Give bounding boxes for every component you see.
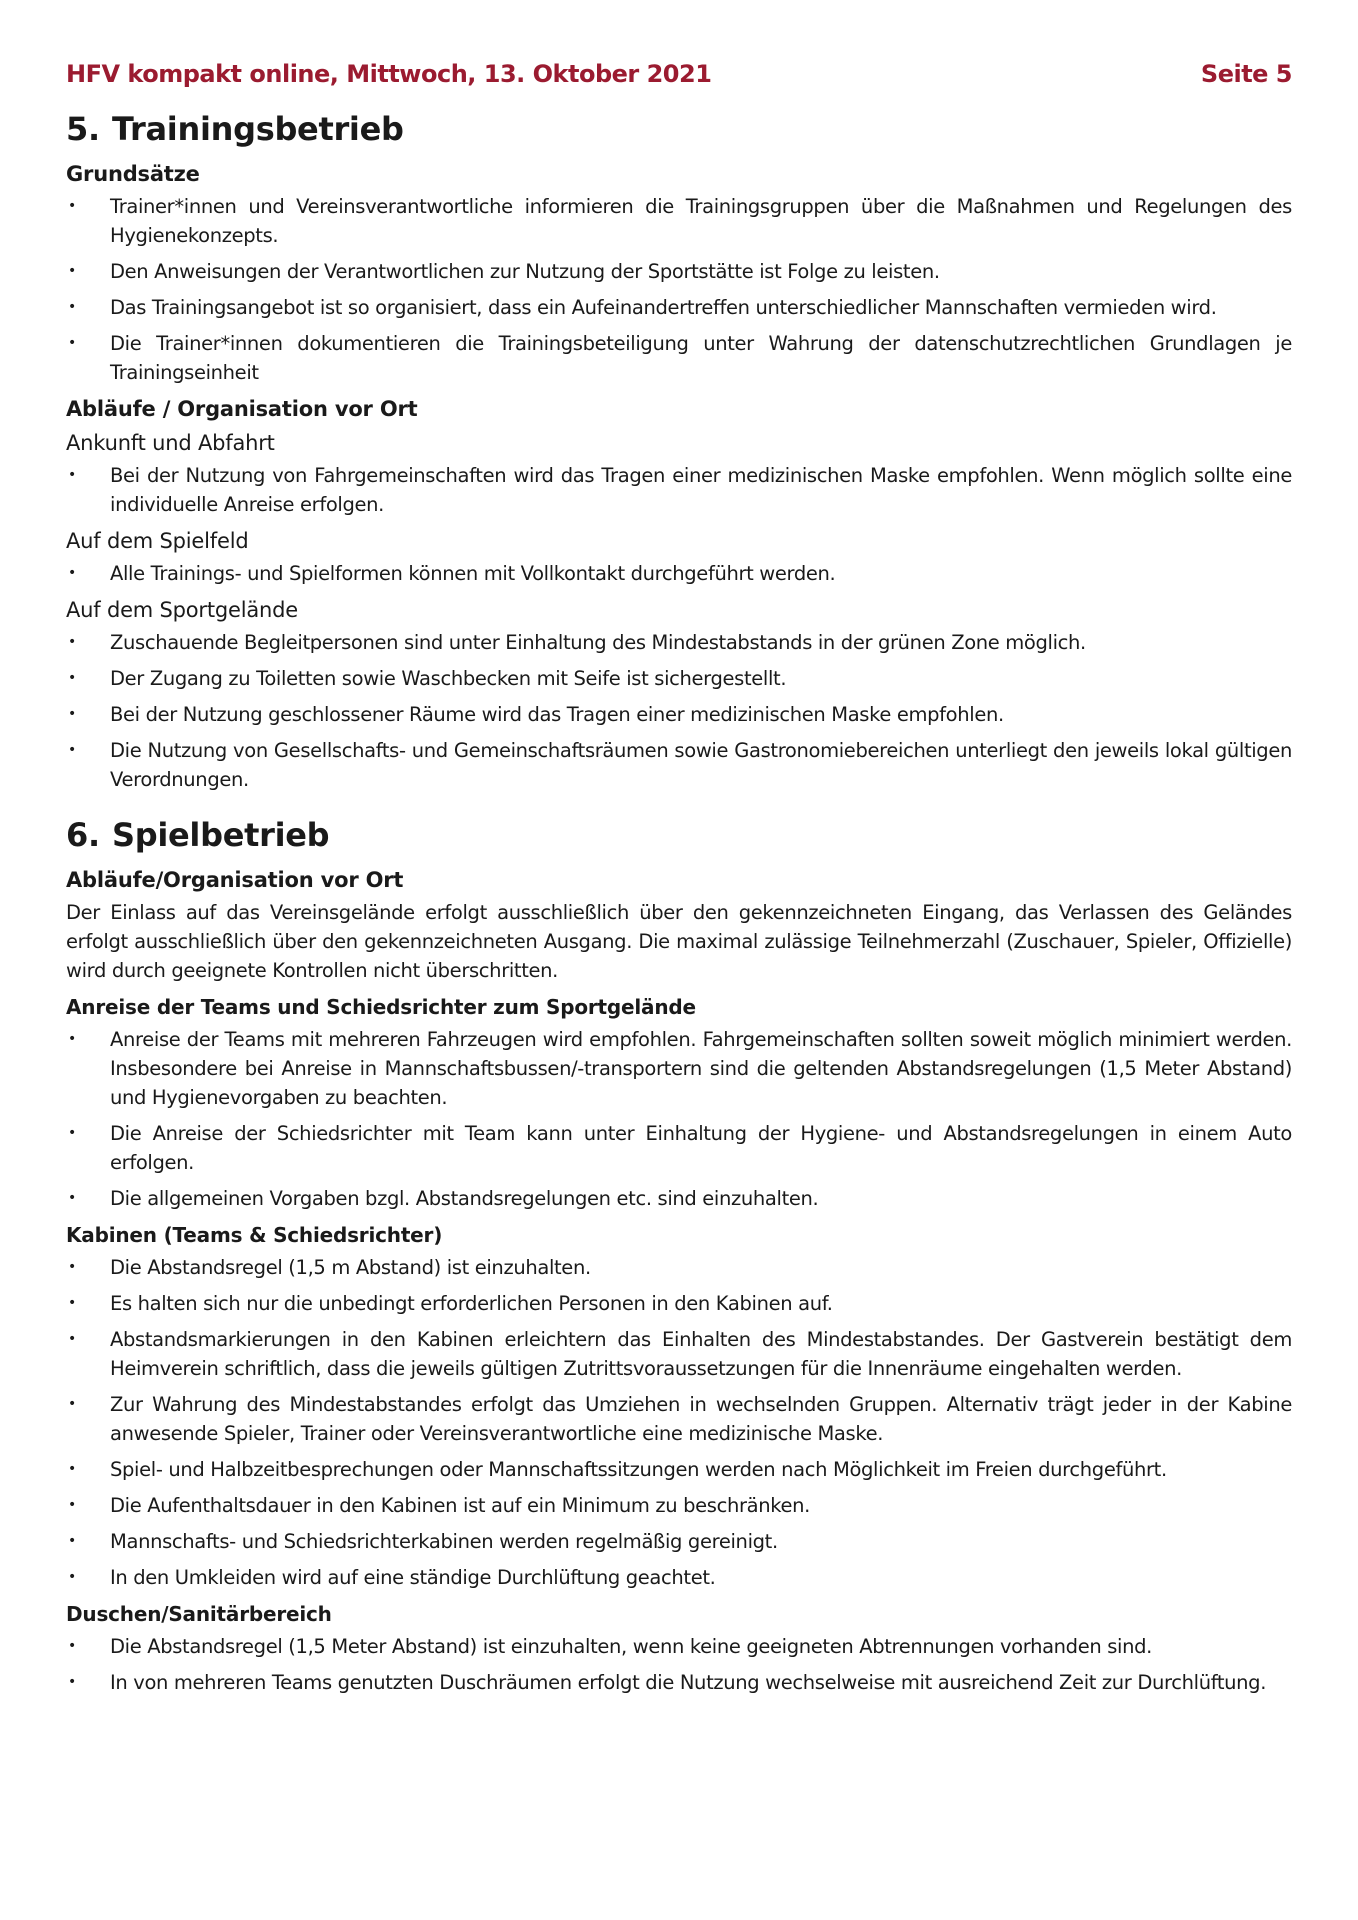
spielbetrieb-ablaeufe-heading: Abläufe/Organisation vor Ort <box>66 868 404 892</box>
list-item: • Die Aufenthaltsdauer in den Kabinen ist auf ein Minimum zu beschränken. <box>66 1491 1292 1520</box>
ankunft-heading: Ankunft und Abfahrt <box>66 431 275 455</box>
duschen-list <box>66 1632 1292 1697</box>
grundsaetze-heading: Grundsätze <box>66 162 200 186</box>
list-item: • Anreise der Teams mit mehreren Fahrzeugen wird empfohlen. Fahrgemeinschaften sollten soweit möglich minimiert werden. Insbesondere bei Anreise in Mannschaftsbussen/-transportern sind die geltenden Abstandsregelungen (1,5 Meter Abstand) und Hygienevorgaben zu beachten. <box>66 1025 1292 1112</box>
list-item: • Abstandsmarkierungen in den Kabinen erleichtern das Einhalten des Mindestabstandes. Der Gastverein bestätigt dem Heimverein schriftlich, dass die jeweils gültigen Zutrittsvoraussetzungen für die Innenräume eingehalten werden. <box>66 1325 1292 1383</box>
list-item: • Es halten sich nur die unbedingt erforderlichen Personen in den Kabinen auf. <box>66 1289 1292 1318</box>
anreise-heading: Anreise der Teams und Schiedsrichter zum Sportgelände <box>66 995 696 1019</box>
ankunft-list <box>66 461 1292 519</box>
list-item: • In von mehreren Teams genutzten Duschräumen erfolgt die Nutzung wechselweise mit ausreichend Zeit zur Durchlüftung. <box>66 1668 1292 1697</box>
list-item: • Die Abstandsregel (1,5 m Abstand) ist einzuhalten. <box>66 1253 1292 1282</box>
list-item: • Die allgemeinen Vorgaben bzgl. Abstandsregelungen etc. sind einzuhalten. <box>66 1184 1292 1213</box>
section-6-number: 6. <box>66 816 100 854</box>
list-item: • Bei der Nutzung geschlossener Räume wird das Tragen einer medizinischen Maske empfohlen. <box>66 700 1292 729</box>
list-item: • Die Nutzung von Gesellschafts- und Gemeinschaftsräumen sowie Gastronomiebereichen unterliegt den jeweils lokal gültigen Verordnungen. <box>66 736 1292 794</box>
page-number: Seite 5 <box>1200 60 1292 88</box>
list-item: • Die Abstandsregel (1,5 Meter Abstand) ist einzuhalten, wenn keine geeigneten Abtrennungen vorhanden sind. <box>66 1632 1292 1661</box>
list-item: • Spiel- und Halbzeitbesprechungen oder Mannschaftssitzungen werden nach Möglichkeit im Freien durchgeführt. <box>66 1455 1292 1484</box>
grundsaetze-list <box>66 192 1292 387</box>
section-5-number: 5. <box>66 110 100 148</box>
sportgelaende-heading: Auf dem Sportgelände <box>66 598 299 622</box>
section-6-heading <box>66 816 1292 854</box>
ablaeufe-heading: Abläufe / Organisation vor Ort <box>66 397 418 421</box>
list-item: • Trainer*innen und Vereinsverantwortliche informieren die Trainingsgruppen über die Maßnahmen und Regelungen des Hygienekonzepts. <box>66 192 1292 250</box>
list-item: • Alle Trainings- und Spielformen können mit Vollkontakt durchgeführt werden. <box>66 559 1292 588</box>
list-item: • Zuschauende Begleitpersonen sind unter Einhaltung des Mindestabstands in der grünen Zone möglich. <box>66 628 1292 657</box>
section-5-title: Trainingsbetrieb <box>112 110 404 148</box>
header-title: HFV kompakt online, Mittwoch, 13. Oktober 2021 <box>66 60 712 88</box>
list-item: • Bei der Nutzung von Fahrgemeinschaften wird das Tragen einer medizinischen Maske empfohlen. Wenn möglich sollte eine individuelle Anreise erfolgen. <box>66 461 1292 519</box>
kabinen-list <box>66 1253 1292 1592</box>
sportgelaende-list <box>66 628 1292 794</box>
section-6-title: Spielbetrieb <box>112 816 330 854</box>
list-item: • Der Zugang zu Toiletten sowie Waschbecken mit Seife ist sichergestellt. <box>66 664 1292 693</box>
list-item: • Mannschafts- und Schiedsrichterkabinen werden regelmäßig gereinigt. <box>66 1527 1292 1556</box>
list-item: • Zur Wahrung des Mindestabstandes erfolgt das Umziehen in wechselnden Gruppen. Alternativ trägt jeder in der Kabine anwesende Spieler, Trainer oder Vereinsverantwortliche eine medizinische Maske. <box>66 1390 1292 1448</box>
duschen-heading: Duschen/Sanitärbereich <box>66 1602 332 1626</box>
spielfeld-heading: Auf dem Spielfeld <box>66 529 249 553</box>
section-5-heading <box>66 110 1292 148</box>
list-item: • Den Anweisungen der Verantwortlichen zur Nutzung der Sportstätte ist Folge zu leisten. <box>66 257 1292 286</box>
list-item: • Die Trainer*innen dokumentieren die Trainingsbeteiligung unter Wahrung der datenschutzrechtlichen Grundlagen je Trainingseinheit <box>66 329 1292 387</box>
spielbetrieb-ablaeufe-text: Der Einlass auf das Vereinsgelände erfolgt ausschließlich über den gekennzeichneten Eingang, das Verlassen des Geländes erfolgt ausschließlich über den gekennzeichneten Ausgang. Die maximal zulässige Teilnehmerzahl (Zuschauer, Spieler, Offizielle) wird durch geeignete Kontrollen nicht überschritten. <box>66 901 1292 982</box>
anreise-list <box>66 1025 1292 1213</box>
list-item: • Die Anreise der Schiedsrichter mit Team kann unter Einhaltung der Hygiene- und Abstandsregelungen in einem Auto erfolgen. <box>66 1119 1292 1177</box>
page-header <box>66 0 1292 88</box>
list-item: • Das Trainingsangebot ist so organisiert, dass ein Aufeinandertreffen unterschiedlicher Mannschaften vermieden wird. <box>66 293 1292 322</box>
list-item: • In den Umkleiden wird auf eine ständige Durchlüftung geachtet. <box>66 1563 1292 1592</box>
spielfeld-list <box>66 559 1292 588</box>
kabinen-heading: Kabinen (Teams & Schiedsrichter) <box>66 1223 443 1247</box>
